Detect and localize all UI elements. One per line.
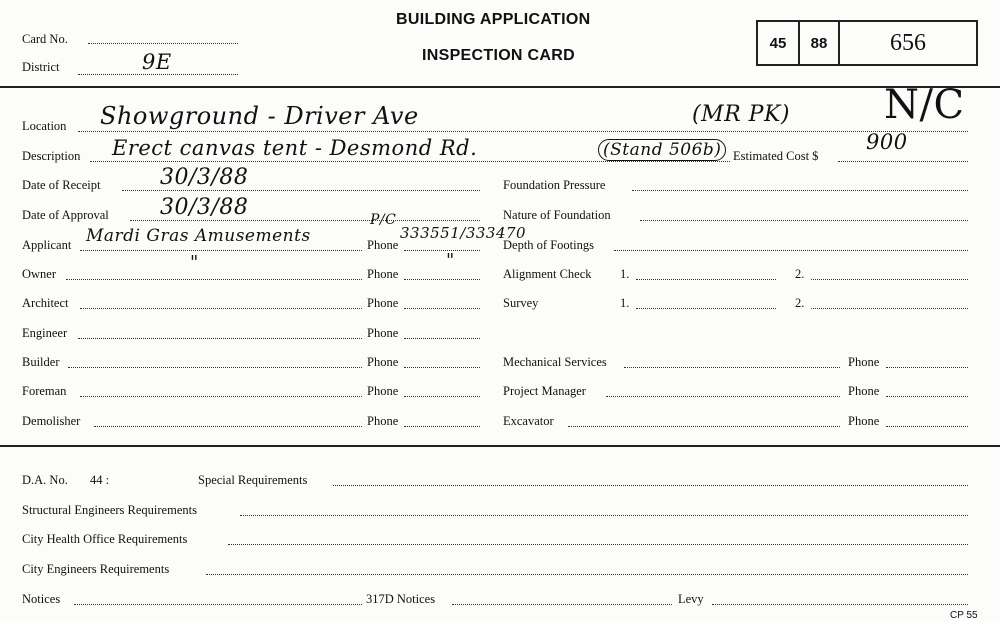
mechanical-phone-label: Phone [848,355,880,369]
applicant-phone-value: 333551/333470 [400,224,527,242]
special-requirements-field [333,485,968,486]
owner-phone-field [404,279,480,280]
district-field [78,74,238,75]
nature-foundation-field [640,220,968,221]
survey-label: Survey [503,296,539,310]
project-manager-phone-label: Phone [848,384,880,398]
owner-value: " [190,252,199,273]
engineer-phone-field [404,338,480,339]
excavator-phone-field [886,426,968,427]
depth-footings-label: Depth of Footings [503,238,594,252]
engineer-label: Engineer [22,326,68,340]
date-receipt-label: Date of Receipt [22,178,101,192]
title-line-2: INSPECTION CARD [422,47,575,64]
foundation-pressure-field [632,190,968,191]
depth-footings-field [614,250,968,251]
applicant-phone-field [404,250,480,251]
structural-field [240,515,968,516]
architect-label: Architect [22,296,69,310]
description-note: (Stand 506b) [598,139,726,161]
alignment-check-label: Alignment Check [503,267,592,281]
form-code: CP 55 [950,610,978,621]
nature-foundation-label: Nature of Foundation [503,208,611,222]
box-cell-1: 45 [769,34,787,52]
foundation-pressure-label: Foundation Pressure [503,178,606,192]
health-field [228,544,968,545]
mechanical-phone-field [886,367,968,368]
description-label: Description [22,149,81,163]
mechanical-label: Mechanical Services [503,355,607,369]
description-field [90,161,730,162]
date-approval-field [130,220,480,221]
applicant-phone-label: Phone [367,238,399,252]
applicant-value: Mardi Gras Amusements [86,226,311,246]
date-receipt-value: 30/3/88 [160,165,249,190]
architect-phone-field [404,308,480,309]
location-note: (MR PK) [692,102,790,127]
survey-num-1: 1. [620,296,630,310]
location-field [78,131,968,132]
estimated-cost-value: 900 [866,130,908,154]
owner-label: Owner [22,267,57,281]
mechanical-field [624,367,840,368]
excavator-phone-label: Phone [848,414,880,428]
alignment-num-2: 2. [795,267,805,281]
demolisher-field [94,426,362,427]
location-label: Location [22,119,67,133]
owner-phone-label: Phone [367,267,399,281]
date-receipt-field [122,190,480,191]
foreman-field [80,396,362,397]
description-value: Erect canvas tent - Desmond Rd. [112,136,478,160]
date-approval-value: 30/3/88 [160,195,249,220]
applicant-label: Applicant [22,238,72,252]
builder-field [68,367,362,368]
survey-field-2 [811,308,968,309]
demolisher-phone-label: Phone [367,414,399,428]
card-number-box [756,20,978,66]
engineer-phone-label: Phone [367,326,399,340]
alignment-field-1 [636,279,776,280]
special-requirements-label: Special Requirements [198,473,308,487]
notices-field [74,604,362,605]
builder-label: Builder [22,355,60,369]
engineer-field [78,338,362,339]
card-no-label: Card No. [22,32,68,46]
box-cell-3: 656 [890,29,926,56]
notices-317d-field [452,604,672,605]
district-label: District [22,60,60,74]
foreman-phone-field [404,396,480,397]
pc-note: P/C [370,212,397,228]
survey-field-1 [636,308,776,309]
foreman-phone-label: Phone [367,384,399,398]
estimated-cost-label: Estimated Cost $ [733,149,819,163]
project-manager-label: Project Manager [503,384,586,398]
owner-field [66,279,362,280]
estimated-cost-field [838,161,968,162]
applicant-field [80,250,362,251]
project-manager-phone-field [886,396,968,397]
health-label: City Health Office Requirements [22,532,188,546]
nc-mark: N/C [884,82,965,128]
survey-num-2: 2. [795,296,805,310]
notices-317d-label: 317D Notices [366,592,436,606]
da-no-value: 44 : [90,473,110,487]
builder-phone-field [404,367,480,368]
middle-divider [0,445,1000,447]
builder-phone-label: Phone [367,355,399,369]
da-no-label: D.A. No. [22,473,68,487]
demolisher-label: Demolisher [22,414,81,428]
alignment-field-2 [811,279,968,280]
excavator-label: Excavator [503,414,554,428]
excavator-field [568,426,840,427]
title-line-1: BUILDING APPLICATION [396,11,591,28]
owner-phone-value: " [446,250,455,271]
architect-field [80,308,362,309]
engineers-field [206,574,968,575]
architect-phone-label: Phone [367,296,399,310]
demolisher-phone-field [404,426,480,427]
foreman-label: Foreman [22,384,67,398]
levy-field [712,604,968,605]
date-approval-label: Date of Approval [22,208,109,222]
district-value: 9E [142,50,172,74]
notices-label: Notices [22,592,61,606]
engineers-label: City Engineers Requirements [22,562,170,576]
project-manager-field [606,396,840,397]
location-value: Showground - Driver Ave [100,102,419,130]
box-cell-2: 88 [810,34,828,52]
card-no-field [88,43,238,44]
top-divider [0,86,1000,88]
structural-label: Structural Engineers Requirements [22,503,197,517]
levy-label: Levy [678,592,704,606]
alignment-num-1: 1. [620,267,630,281]
